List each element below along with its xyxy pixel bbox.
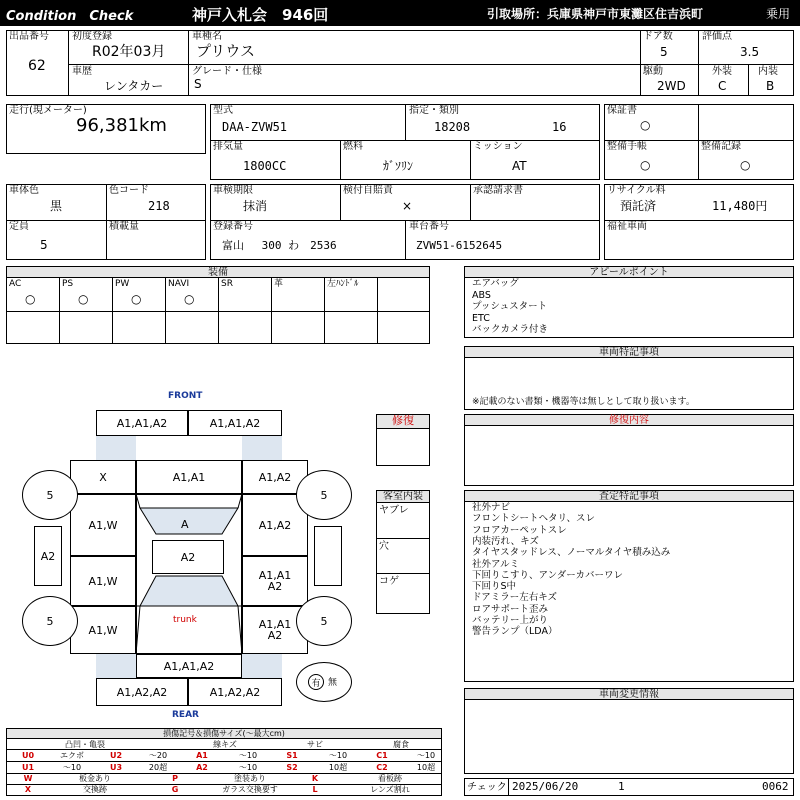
model-label: 型式 (213, 105, 233, 116)
legend-group: 線キズ (213, 740, 237, 749)
record-label: 整備記録 (701, 141, 741, 152)
record-value: ○ (740, 158, 751, 172)
equip-value-NAVI: ○ (184, 292, 195, 306)
legend-mark-desc: 交換跡 (83, 785, 107, 794)
legend-desc: 〜10 (416, 751, 436, 760)
equipment-title: 装備 (7, 267, 429, 278)
roof-windshield: A (181, 518, 189, 531)
lot-label: 出品番号 (9, 31, 49, 42)
model-value: DAA-ZVW51 (222, 120, 288, 134)
fr-well (242, 436, 282, 460)
rear-panel: A1,A1,A2 (136, 654, 242, 678)
assess-title: 査定特記事項 (465, 491, 793, 502)
equip-label-PW: PW (115, 279, 130, 289)
assess-line: 社外ナビ (472, 502, 511, 513)
grade-value: S (194, 77, 202, 91)
legend-group: 凸凹・亀裂 (65, 740, 105, 749)
header-location: 引取場所：兵庫県神戸市東灘区住吉浜町 (487, 7, 704, 21)
drive-value: 2WD (657, 79, 686, 93)
rr-quarter: A1,A1 A2 (242, 606, 308, 654)
right-side-panel (314, 526, 342, 586)
name-label: 車種名 (192, 31, 222, 42)
legend-desc: エクボ (60, 751, 84, 760)
legend-mark-desc: 板金あり (79, 774, 111, 783)
legend-group: 腐食 (393, 740, 409, 749)
legend-code: A1 (196, 751, 208, 760)
grade-label: グレード・仕様 (192, 66, 262, 77)
capacity-value: 5 (40, 238, 48, 252)
legend-mark-code: G (171, 785, 179, 794)
color-label: 車体色 (9, 185, 39, 196)
welfare-label: 福祉車両 (607, 221, 647, 232)
fuel-value: ｶﾞｿﾘﾝ (383, 159, 414, 173)
legend-code: U3 (109, 763, 123, 772)
appeal-line: バックカメラ付き (472, 324, 549, 335)
rl-door: A1,W (70, 556, 136, 606)
capacity-label: 定員 (9, 221, 29, 232)
legend-title: 損傷記号＆損傷サイズ(〜最大cm) (7, 729, 441, 739)
inspect-value: 抹消 (243, 199, 268, 213)
plate-label: 登録番号 (213, 221, 253, 232)
equip-label-AC: AC (9, 279, 22, 289)
tire-rl: 5 (22, 596, 78, 646)
roof: A2 (152, 540, 224, 574)
maint-value: ○ (640, 158, 651, 172)
equip-value-PS: ○ (78, 292, 89, 306)
equip-divider (271, 278, 272, 344)
check-date: 2025/06/20 (512, 780, 579, 793)
front-bumper-left: A1,A1,A2 (96, 410, 188, 436)
equip-label-左ﾊﾝﾄﾞﾙ: 左ﾊﾝﾄﾞﾙ (327, 279, 359, 289)
assess-line: ロアサポート歪み (472, 603, 549, 615)
recycle-status: 預託済 (620, 199, 657, 213)
front-label: FRONT (168, 391, 203, 401)
code-value: 218 (148, 199, 170, 213)
tool-none: 無 (328, 678, 338, 688)
disp-label: 排気量 (213, 141, 243, 152)
legend-desc: 〜10 (62, 763, 82, 772)
doors-label: ドア数 (643, 31, 673, 42)
rr-door: A1,A1 A2 (242, 556, 308, 606)
interior-burn: コゲ (379, 576, 399, 587)
equip-divider (324, 278, 325, 344)
load-label: 積載量 (109, 221, 139, 232)
legend-mark-code: L (312, 785, 318, 794)
equip-label-SR: SR (221, 279, 233, 289)
car-name: プリウス (196, 42, 255, 60)
header-title: 神戸入札会 946回 (192, 6, 329, 24)
legend-code: A2 (196, 763, 208, 772)
legend-mark-code: K (311, 774, 319, 783)
legend-desc: 10超 (416, 763, 436, 772)
reg-date: R02年03月 (92, 44, 166, 60)
designation-value: 18208 (434, 120, 471, 134)
check-num: 1 (618, 780, 625, 793)
score-label: 評価点 (702, 31, 732, 42)
header-bar (0, 0, 800, 26)
chassis-label: 車台番号 (409, 221, 449, 232)
legend-desc: 〜10 (238, 763, 258, 772)
change-box (464, 688, 794, 774)
assess-line: 下回りS中 (472, 581, 517, 593)
legend-mark-desc: 看板跡 (378, 774, 402, 783)
interior-hole: 穴 (379, 541, 389, 552)
legend-desc: 〜10 (238, 751, 258, 760)
legend-mark-desc: 塗装あり (234, 774, 266, 783)
history-label: 車歴 (72, 66, 92, 77)
mileage-label: 走行(現メーター) (9, 105, 87, 116)
cabin-glass (136, 494, 242, 654)
code-label: 色コード (109, 185, 149, 196)
color-value: 黒 (50, 199, 63, 213)
repair-title: 修復 (377, 415, 429, 429)
tire-fr: 5 (296, 470, 352, 520)
appeal-title: アピールポイント (465, 267, 793, 278)
assess-line: 警告ランプ（LDA） (472, 626, 558, 638)
reg-label: 初度登録 (72, 31, 112, 42)
special-note: ※記載のない書類・機器等は無しとして取り扱います。 (472, 397, 695, 407)
ext-value: C (718, 79, 727, 93)
equip-divider (165, 278, 166, 344)
legend-mark-code: W (23, 774, 33, 783)
legend-code: S1 (286, 751, 298, 760)
mission-label: ミッション (473, 141, 523, 152)
equip-label-革: 革 (274, 279, 284, 289)
legend-mark-code: X (24, 785, 32, 794)
auto-label: 検付自賠責 (343, 185, 393, 196)
auto-value: × (402, 199, 413, 213)
assess-line: ドアミラー左右キズ (472, 592, 558, 604)
fl-fender: X (70, 460, 136, 494)
recycle-label: リサイクル料 (607, 185, 666, 196)
change-title: 車両変更情報 (465, 689, 793, 700)
legend-desc: 20超 (148, 763, 168, 772)
maint-label: 整備手帳 (607, 141, 647, 152)
header-left: Condition Check (6, 9, 134, 24)
lot-number: 62 (28, 58, 46, 74)
warranty-value: ○ (640, 118, 651, 132)
equip-divider (218, 278, 219, 344)
chassis-value: ZVW51-6152645 (416, 239, 503, 252)
rear-window (140, 576, 238, 606)
check-label: チェック (467, 782, 507, 793)
rl-quarter: A1,W (70, 606, 136, 654)
plate-value: 富山 300 わ 2536 (222, 239, 337, 252)
special-title: 車両特記事項 (465, 347, 793, 358)
equip-label-NAVI: NAVI (168, 279, 190, 289)
windshield (140, 508, 238, 534)
mission-value: AT (512, 159, 527, 173)
tool-present: 有 (308, 674, 324, 690)
fr-door: A1,A2 (242, 494, 308, 556)
history-value: レンタカー (104, 79, 164, 93)
rear-bumper-left: A1,A2,A2 (96, 678, 188, 706)
legend-code: C2 (376, 763, 388, 772)
legend-mark-desc: ガラス交換要す (222, 785, 278, 794)
score-value: 3.5 (740, 45, 760, 59)
int-label: 内装 (758, 66, 778, 77)
rear-label: REAR (172, 710, 199, 720)
doors-value: 5 (660, 45, 668, 59)
assess-line: フロントシートヘタリ、スレ (472, 513, 596, 525)
spare-tire (296, 662, 352, 702)
equip-label-PS: PS (62, 279, 74, 289)
inspect-label: 車検期限 (213, 185, 253, 196)
legend-group: サビ (307, 740, 323, 749)
front-bumper-right: A1,A1,A2 (188, 410, 282, 436)
fr-fender: A1,A2 (242, 460, 308, 494)
trunk-label: trunk (173, 615, 197, 625)
rr-well (242, 654, 282, 678)
legend-desc: 〜20 (148, 751, 168, 760)
legend-desc: 〜10 (328, 751, 348, 760)
assess-line: フロアカーペットスレ (472, 524, 567, 536)
equip-divider (112, 278, 113, 344)
appeal-line: ETC (472, 312, 490, 324)
legend-desc: 10超 (328, 763, 348, 772)
legend-mark-desc: レンズ割れ (370, 785, 410, 794)
fl-well (96, 436, 136, 460)
fuel-label: 燃料 (343, 141, 363, 152)
hood: A1,A1 (136, 460, 242, 494)
recycle-fee: 11,480円 (712, 199, 768, 213)
drive-label: 駆動 (643, 66, 663, 77)
int-value: B (766, 79, 775, 93)
disp-value: 1800CC (243, 159, 287, 173)
interior-title: 客室内装 (377, 491, 429, 503)
ext-label: 外装 (712, 66, 732, 77)
legend-code: C1 (376, 751, 388, 760)
designation-label: 指定・類別 (409, 105, 459, 116)
mileage-value: 96,381km (76, 115, 167, 136)
assess-line: 社外アルミ (472, 558, 520, 570)
appeal-line: プッシュスタート (472, 301, 548, 312)
left-side-mirror: A2 (34, 526, 62, 586)
interior-tear: ヤブレ (379, 505, 409, 516)
legend-code: U1 (21, 763, 35, 772)
equip-divider (377, 278, 378, 344)
legend-code: U2 (109, 751, 123, 760)
rear-bumper-right: A1,A2,A2 (188, 678, 282, 706)
assess-line: タイヤスタッドレス、ノーマルタイヤ積み込み (472, 547, 671, 559)
assess-line: バッテリー上がり (472, 615, 549, 626)
assess-line: 下回りこすり、アンダーカバーワレ (472, 569, 624, 581)
check-code: 0062 (762, 780, 789, 793)
appeal-line: エアバッグ (472, 278, 519, 289)
assess-line: 内装汚れ、キズ (472, 535, 539, 547)
equip-value-PW: ○ (131, 292, 142, 306)
claim-label: 承認請求書 (473, 185, 523, 196)
legend-mark-code: P (172, 774, 178, 783)
tire-rr: 5 (296, 596, 352, 646)
warranty-label: 保証書 (607, 105, 637, 116)
fl-door: A1,W (70, 494, 136, 556)
rl-well (96, 654, 136, 678)
legend-code: S2 (286, 763, 298, 772)
tire-fl: 5 (22, 470, 78, 520)
equip-value-AC: ○ (25, 292, 36, 306)
class-value: 16 (552, 120, 567, 134)
repair-detail-title: 修復内容 (465, 415, 793, 426)
header-category: 乗用 (766, 7, 791, 21)
appeal-line: ABS (472, 289, 491, 301)
legend-code: U0 (21, 751, 35, 760)
equip-divider (59, 278, 60, 344)
